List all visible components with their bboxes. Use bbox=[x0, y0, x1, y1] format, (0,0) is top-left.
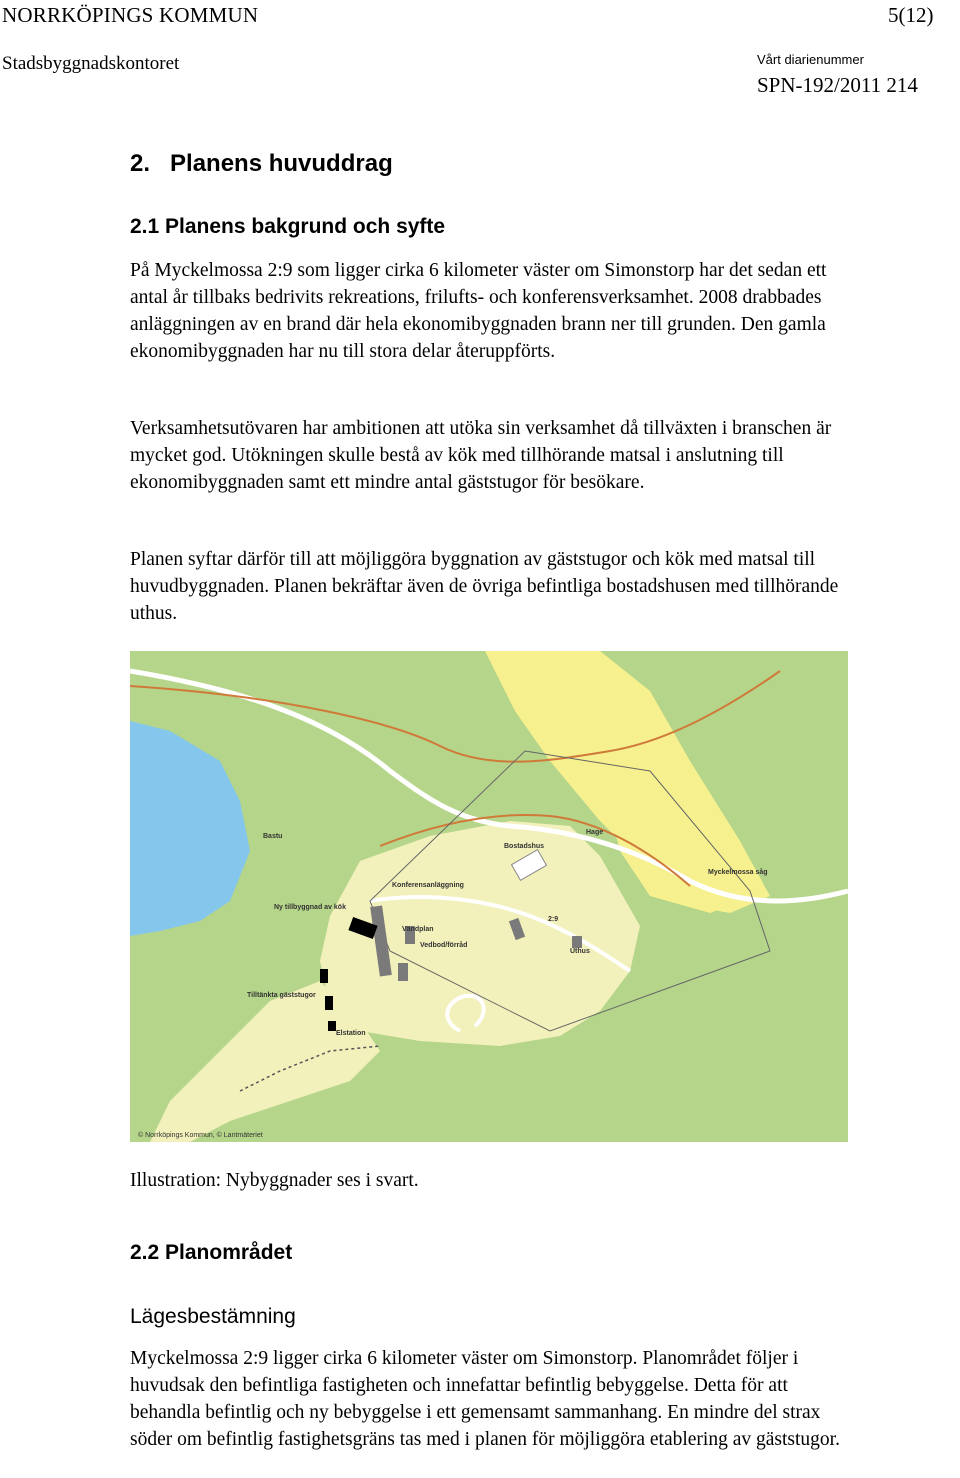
map-label-tilltankta: Tilltänkta gäststugor bbox=[247, 992, 316, 999]
map-new-guesthouse-3 bbox=[328, 1021, 336, 1031]
map-label-ny-tillbyggnad: Ny tillbyggnad av kök bbox=[274, 904, 346, 911]
map-new-guesthouse-1 bbox=[320, 969, 328, 983]
map-caption: Illustration: Nybyggnader ses i svart. bbox=[130, 1170, 419, 1191]
section-heading: 2. Planens huvuddrag bbox=[130, 150, 393, 177]
paragraph-location: Myckelmossa 2:9 ligger cirka 6 kilometer väster om Simonstorp. Planområdet följer i huvudsak den befintliga fastigheten och innefattar befintlig bebyggelse. Detta för att behandla befintlig och ny bebyggelse i ett gemensamt sammanhang. En mindre del strax söder om befintlig fastighetsgräns tas med i planen för möjliggöra etablering av gäststugor. bbox=[130, 1348, 840, 1450]
paragraph-background: På Myckelmossa 2:9 som ligger cirka 6 kilometer väster om Simonstorp har det sedan ett antal år tillbaks bedrivits rekreations, frilufts- och konferensverksamhet. 2008 drabbades anläggningen av en brand där hela ekonomibyggnaden brann ner till grunden. Den gamla ekonomibyggnaden har nu till stora delar återuppförts. bbox=[130, 260, 827, 362]
subsection-subheading-lagesbestamning: Lägesbestämning bbox=[130, 1305, 296, 1328]
map-building-shed-1 bbox=[398, 963, 408, 981]
header-reference-number: SPN-192/2011 214 bbox=[757, 73, 918, 97]
paragraph-purpose: Planen syftar därför till att möjliggöra byggnation av gäststugor och kök med matsal till huvudbyggnaden. Planen bekräftar även de övriga befintliga bostadshusen med tillhörande uthus. bbox=[130, 549, 839, 624]
map-label-uthus: Uthus bbox=[570, 948, 590, 955]
map-label-bostadshus: Bostadshus bbox=[504, 843, 545, 850]
map-label-fastighet: 2:9 bbox=[548, 916, 559, 923]
map-building-uthus bbox=[572, 936, 582, 948]
map-label-vandplan: Vändplan bbox=[402, 926, 434, 933]
map-new-guesthouse-2 bbox=[325, 996, 333, 1010]
paragraph-ambition: Verksamhetsutövaren har ambitionen att utöka sin verksamhet då tillväxten i branschen är mycket god. Utökningen skulle bestå av kök med tillhörande matsal i anslutning till ekonomibyggnaden samt ett mindre antal gäststugor för besökare. bbox=[130, 418, 832, 493]
header-organization: NORRKÖPINGS KOMMUN bbox=[2, 3, 259, 27]
map-label-sag: Myckelmossa såg bbox=[708, 869, 768, 876]
map-label-elstation: Elstation bbox=[336, 1030, 366, 1037]
header-reference-label: Vårt diarienummer bbox=[757, 52, 864, 67]
map-label-vedbod: Vedbod/förråd bbox=[420, 942, 468, 949]
header-page-number: 5(12) bbox=[888, 3, 934, 27]
map-copyright: © Norrköpings Kommun, © Lantmäteriet bbox=[138, 1132, 263, 1139]
map-label-konferens: Konferensanläggning bbox=[392, 882, 464, 889]
header-office: Stadsbyggnadskontoret bbox=[2, 53, 180, 74]
map-label-bastu: Bastu bbox=[263, 833, 283, 840]
map-label-hage: Hage bbox=[586, 829, 604, 836]
subsection-heading-background: 2.1 Planens bakgrund och syfte bbox=[130, 215, 446, 238]
subsection-heading-planomradet: 2.2 Planområdet bbox=[130, 1241, 293, 1264]
site-map bbox=[130, 651, 848, 1142]
